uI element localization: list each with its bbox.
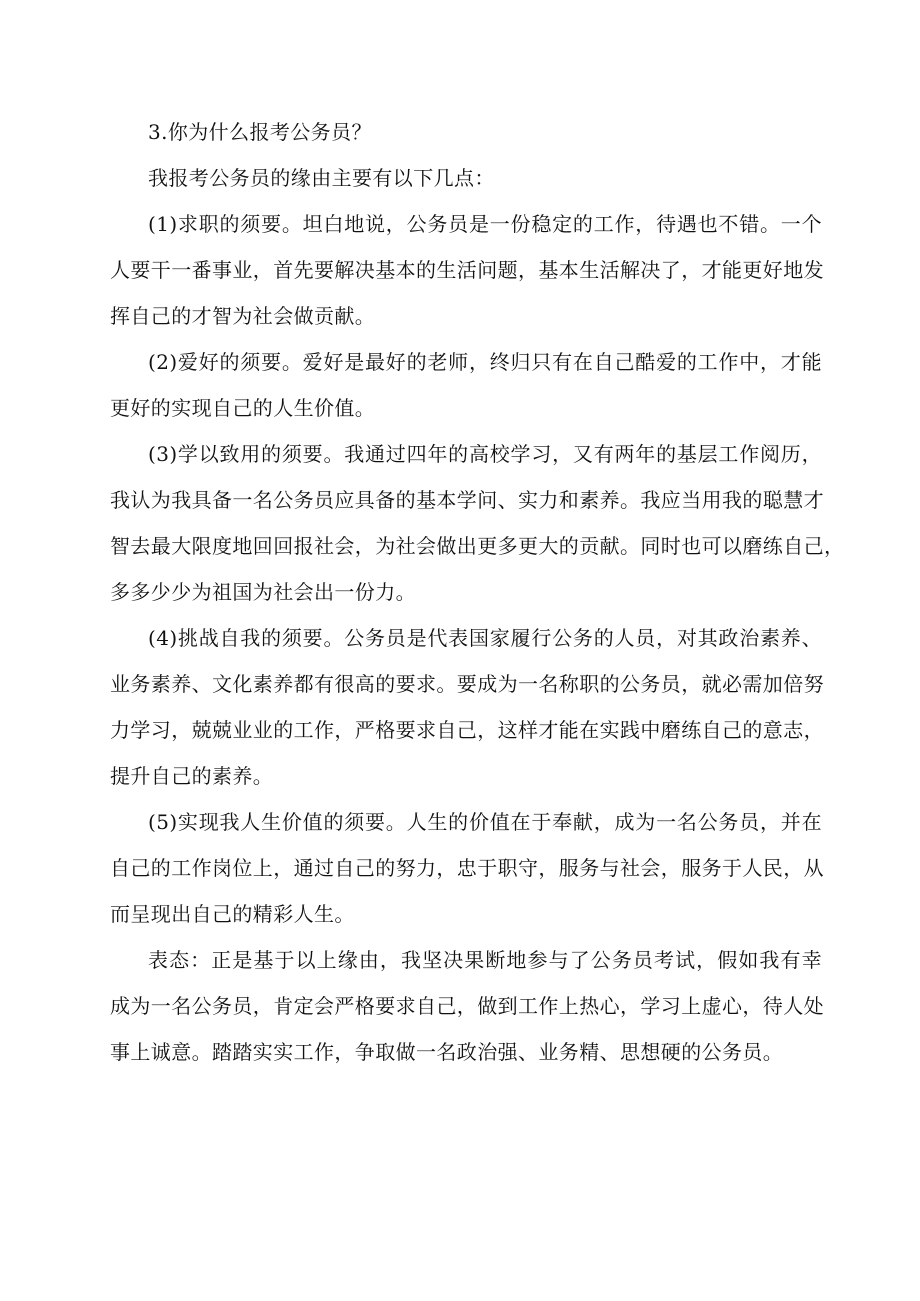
point-2-line-2: 更好的实现自己的人生价值。 xyxy=(110,396,376,420)
point-4-line-1: (4)挑战自我的须要。公务员是代表国家履行公务的人员，对其政治素养、 xyxy=(148,626,822,650)
point-1-line-3: 挥自己的才智为社会做贡献。 xyxy=(110,304,376,328)
point-5-line-1: (5)实现我人生价值的须要。人生的价值在于奉献，成为一名公务员，并在 xyxy=(148,810,822,834)
point-3-line-2: 我认为我具备一名公务员应具备的基本学问、实力和素养。我应当用我的聪慧才 xyxy=(110,488,824,512)
point-3-line-4: 多多少少为祖国为社会出一份力。 xyxy=(110,580,416,604)
intro-line: 我报考公务员的缘由主要有以下几点： xyxy=(148,166,495,190)
question-heading: 3.你为什么报考公务员？ xyxy=(148,120,372,144)
document-body xyxy=(110,109,845,1075)
point-5-line-2: 自己的工作岗位上，通过自己的努力，忠于职守，服务与社会，服务于人民，从 xyxy=(110,856,824,880)
point-4-line-2: 业务素养、文化素养都有很高的要求。要成为一名称职的公务员，就必需加倍努 xyxy=(110,672,824,696)
point-1-line-2: 人要干一番事业，首先要解决基本的生活问题，基本生活解决了，才能更好地发 xyxy=(110,258,824,282)
point-1-line-1: (1)求职的须要。坦白地说，公务员是一份稳定的工作，待遇也不错。一个 xyxy=(148,212,822,236)
point-2-line-1: (2)爱好的须要。爱好是最好的老师，终归只有在自己酷爱的工作中，才能 xyxy=(148,350,822,374)
statement-line-2: 成为一名公务员，肯定会严格要求自己，做到工作上热心，学习上虚心，待人处 xyxy=(110,994,824,1018)
point-3-line-1: (3)学以致用的须要。我通过四年的高校学习，又有两年的基层工作阅历， xyxy=(148,442,822,466)
point-3-line-3: 智去最大限度地回回报社会，为社会做出更多更大的贡献。同时也可以磨练自己， xyxy=(110,534,845,558)
statement-line-1: 表态：正是基于以上缘由，我坚决果断地参与了公务员考试，假如我有幸 xyxy=(148,948,822,972)
point-5-line-3: 而呈现出自己的精彩人生。 xyxy=(110,902,355,926)
point-4-line-3: 力学习，兢兢业业的工作，严格要求自己，这样才能在实践中磨练自己的意志， xyxy=(110,718,824,742)
statement-line-3: 事上诚意。踏踏实实工作，争取做一名政治强、业务精、思想硬的公务员。 xyxy=(110,1040,784,1064)
point-4-line-4: 提升自己的素养。 xyxy=(110,764,274,788)
